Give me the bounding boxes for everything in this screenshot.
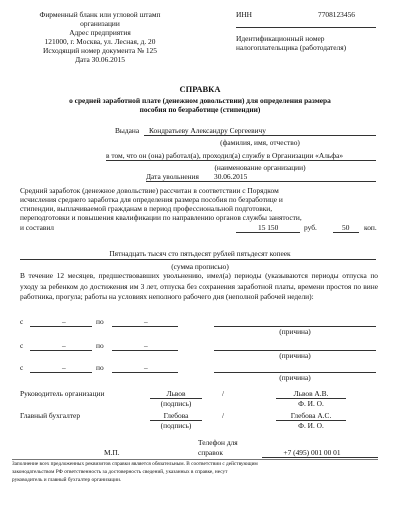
name-underline <box>144 135 376 136</box>
accountant-slash: / <box>222 411 225 420</box>
head-label: Руководитель организации <box>20 389 105 398</box>
salary-text-line: стипендии, выплачиваемой гражданам в период профессиональной подготовки, <box>20 204 273 213</box>
head-name: Львов А.В. <box>293 389 329 398</box>
document-title: СПРАВКА <box>179 84 221 94</box>
org-underline <box>106 160 376 161</box>
reason-caption: (причина) <box>279 327 311 336</box>
footnote-line: Заполнение всех предложенных реквизитов справки является обязательным. В соответствии с действующим <box>12 461 258 467</box>
inn-value: 7708123456 <box>318 10 355 19</box>
salary-text-line: переподготовки и повышения квалификации по направлению органов службы занятости, <box>20 213 302 222</box>
accountant-sign-caption: (подпись) <box>160 421 192 430</box>
dismissal-underline <box>146 181 376 182</box>
stamp-line: Фирменный бланк или угловой штамп <box>39 10 161 19</box>
period-to-underline <box>112 350 178 351</box>
rub-underline <box>236 232 300 233</box>
head-name-caption: Ф. И. О. <box>298 399 324 408</box>
org-caption: (наименование организации) <box>214 163 306 172</box>
phone-label: справок <box>198 448 223 457</box>
phone-label: Телефон для <box>198 438 238 447</box>
period-from-value: – <box>62 341 66 350</box>
id-caption: Идентификационный номер <box>236 34 325 43</box>
head-slash: / <box>222 389 225 398</box>
footnote-divider <box>12 459 378 460</box>
inn-label: ИНН <box>236 10 253 19</box>
rub-value: 15 150 <box>258 223 279 232</box>
stamp-line: Адрес предприятия <box>69 28 131 37</box>
kop-label: коп. <box>364 223 377 232</box>
period-from-value: – <box>62 317 66 326</box>
period-to-value: – <box>144 317 148 326</box>
stamp-place: М.П. <box>104 448 120 457</box>
rub-label: руб. <box>304 223 317 232</box>
period-from-underline <box>30 350 92 351</box>
words-underline <box>20 259 376 260</box>
words-caption: (сумма прописью) <box>171 262 229 271</box>
stamp-line: организации <box>80 19 120 28</box>
head-sign-caption: (подпись) <box>160 399 192 408</box>
stamp-line: Дата 30.06.2015 <box>75 55 125 64</box>
salary-text-line: Средний заработок (денежное довольствие) рассчитан в соответствии с Порядком <box>20 186 279 195</box>
period-to-value: – <box>144 363 148 372</box>
kop-value: 50 <box>342 223 350 232</box>
period-from-label: с <box>20 317 24 326</box>
document-subtitle: пособия по безработице (стипендии) <box>139 105 261 114</box>
name-caption: (фамилия, имя, отчество) <box>220 138 300 147</box>
amount-words: Пятнадцать тысяч сто пятьдесят рублей пятьдесят копеек <box>109 249 291 258</box>
stamp-line: Исходящий номер документа № 125 <box>43 46 157 55</box>
inn-underline <box>236 27 376 28</box>
stamp-block <box>15 10 185 64</box>
period-from-label: с <box>20 363 24 372</box>
period-from-value: – <box>62 363 66 372</box>
phone-number: +7 (495) 001 00 01 <box>283 448 341 457</box>
period-from-underline <box>30 372 92 373</box>
period-from-label: с <box>20 341 24 350</box>
issued-label: Выдана <box>115 126 140 135</box>
footnote-line: руководитель и главный бухгалтер организации. <box>12 477 122 483</box>
dismissal-date: 30.06.2015 <box>214 172 248 181</box>
period-to-label: по <box>96 363 104 372</box>
document-subtitle: о средней заработной плате (денежном довольствии) для определения размера <box>69 96 331 105</box>
head-signature: Львов <box>166 389 186 398</box>
recipient-name: Кондратьеву Александру Сергеевичу <box>149 126 266 135</box>
id-caption: налогоплательщика (работодателя) <box>236 43 347 52</box>
period-to-underline <box>112 372 178 373</box>
accountant-name-caption: Ф. И. О. <box>298 421 324 430</box>
phone-underline <box>262 457 378 458</box>
worked-text: в том, что он (она) работал(а), проходил(а) службу в Организации «Альфа» <box>106 151 344 160</box>
footnote-line: законодательством РФ ответственность за достоверность сведений, указанных в справке, несут <box>12 469 228 475</box>
kop-underline <box>333 232 359 233</box>
stamp-line: 121000, г. Москва, ул. Лесная, д. 20 <box>44 37 156 46</box>
period-to-label: по <box>96 341 104 350</box>
dismissal-label: Дата увольнения <box>146 172 199 181</box>
period-to-label: по <box>96 317 104 326</box>
reason-caption: (причина) <box>279 373 311 382</box>
period-to-value: – <box>144 341 148 350</box>
reason-caption: (причина) <box>279 351 311 360</box>
accountant-signature: Глебова <box>163 411 189 420</box>
salary-text-line: исчисления среднего заработка для определения размера пособия по безработице и <box>20 195 283 204</box>
accountant-label: Главный бухгалтер <box>20 411 81 420</box>
amount-prefix: и составил <box>20 223 54 232</box>
period-from-underline <box>30 326 92 327</box>
period-to-underline <box>112 326 178 327</box>
accountant-name: Глебова А.С. <box>290 411 332 420</box>
periods-text: В течение 12 месяцев, предшествовавших увольнению, имел(а) периоды (указываются периоды отпуска по уходу за ребенком до достижения им 3 лет, отпуска без сохранения заработной платы, времени простоя по вине работника, прогула; работы на условиях неполного рабочего дня (неполной рабочей недели): <box>20 271 378 301</box>
